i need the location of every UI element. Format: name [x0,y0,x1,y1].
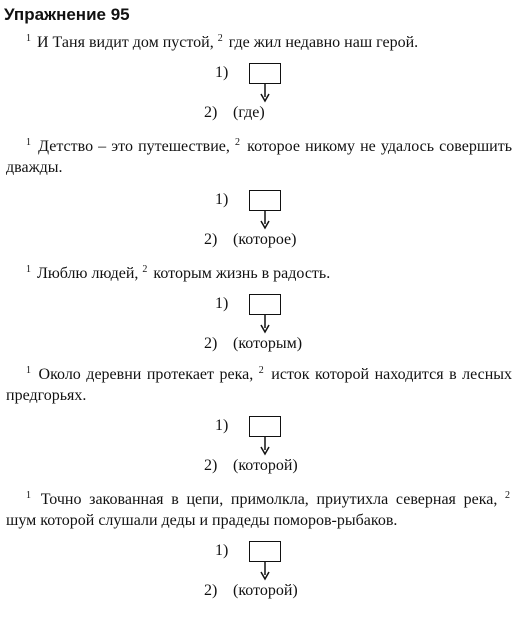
conjunctive-word: (где) [233,104,265,121]
clause-number: 2 [217,33,223,44]
sentence-3 [6,263,512,284]
scheme-label-sub: 2) [204,104,218,121]
down-arrow-icon [259,561,271,581]
clause-number: 1 [26,365,31,376]
conjunctive-word: (которым) [233,335,303,352]
down-arrow-icon [259,83,271,103]
main-clause: Около деревни протекает река, [38,366,254,383]
subordinate-clause: шум которой слушали деды и прадеды поморов-рыбаков. [6,512,398,529]
conjunctive-word: (которое) [233,231,297,248]
scheme-label-main: 1) [215,64,229,81]
main-clause-box [249,294,281,315]
main-clause: И Таня видит дом пустой, [37,34,214,51]
main-clause-box [249,63,281,84]
down-arrow-icon [259,210,271,230]
clause-number: 1 [26,33,31,44]
clause-number: 2 [142,264,148,275]
scheme-3 [0,294,521,356]
clause-number: 1 [26,490,31,501]
scheme-label-main: 1) [215,295,229,312]
clause-number: 2 [258,365,264,376]
scheme-label-main: 1) [215,417,229,434]
sentence-2 [6,136,512,178]
subordinate-clause: которым жизнь в радость. [153,265,331,282]
main-clause: Детство – это путешествие, [38,138,230,155]
exercise-title: Упражнение 95 [4,5,130,24]
scheme-label-sub: 2) [204,582,218,599]
scheme-label-main: 1) [215,542,229,559]
sentence-1 [6,32,512,53]
down-arrow-icon [259,314,271,334]
sentence-4 [6,364,512,406]
scheme-1 [0,63,521,125]
scheme-label-sub: 2) [204,231,218,248]
clause-number: 2 [505,490,511,501]
main-clause-box [249,190,281,211]
scheme-5 [0,541,521,603]
down-arrow-icon [259,436,271,456]
clause-number: 1 [26,264,31,275]
main-clause-box [249,541,281,562]
scheme-2 [0,190,521,252]
subordinate-clause: исток которой находится в лесных предгорьях. [6,366,513,404]
scheme-label-main: 1) [215,191,229,208]
subordinate-clause: где жил недавно наш герой. [228,34,419,51]
scheme-label-sub: 2) [204,457,218,474]
conjunctive-word: (которой) [233,582,298,599]
main-clause: Точно закованная в цепи, примолкла, приутихла северная река, [40,491,498,508]
conjunctive-word: (которой) [233,457,298,474]
subordinate-clause: которое никому не удалось совершить дважды. [6,138,513,176]
scheme-label-sub: 2) [204,335,218,352]
sentence-5 [6,489,512,531]
scheme-4 [0,416,521,478]
clause-number: 1 [26,137,31,148]
clause-number: 2 [235,137,240,148]
main-clause: Люблю людей, [37,265,139,282]
main-clause-box [249,416,281,437]
